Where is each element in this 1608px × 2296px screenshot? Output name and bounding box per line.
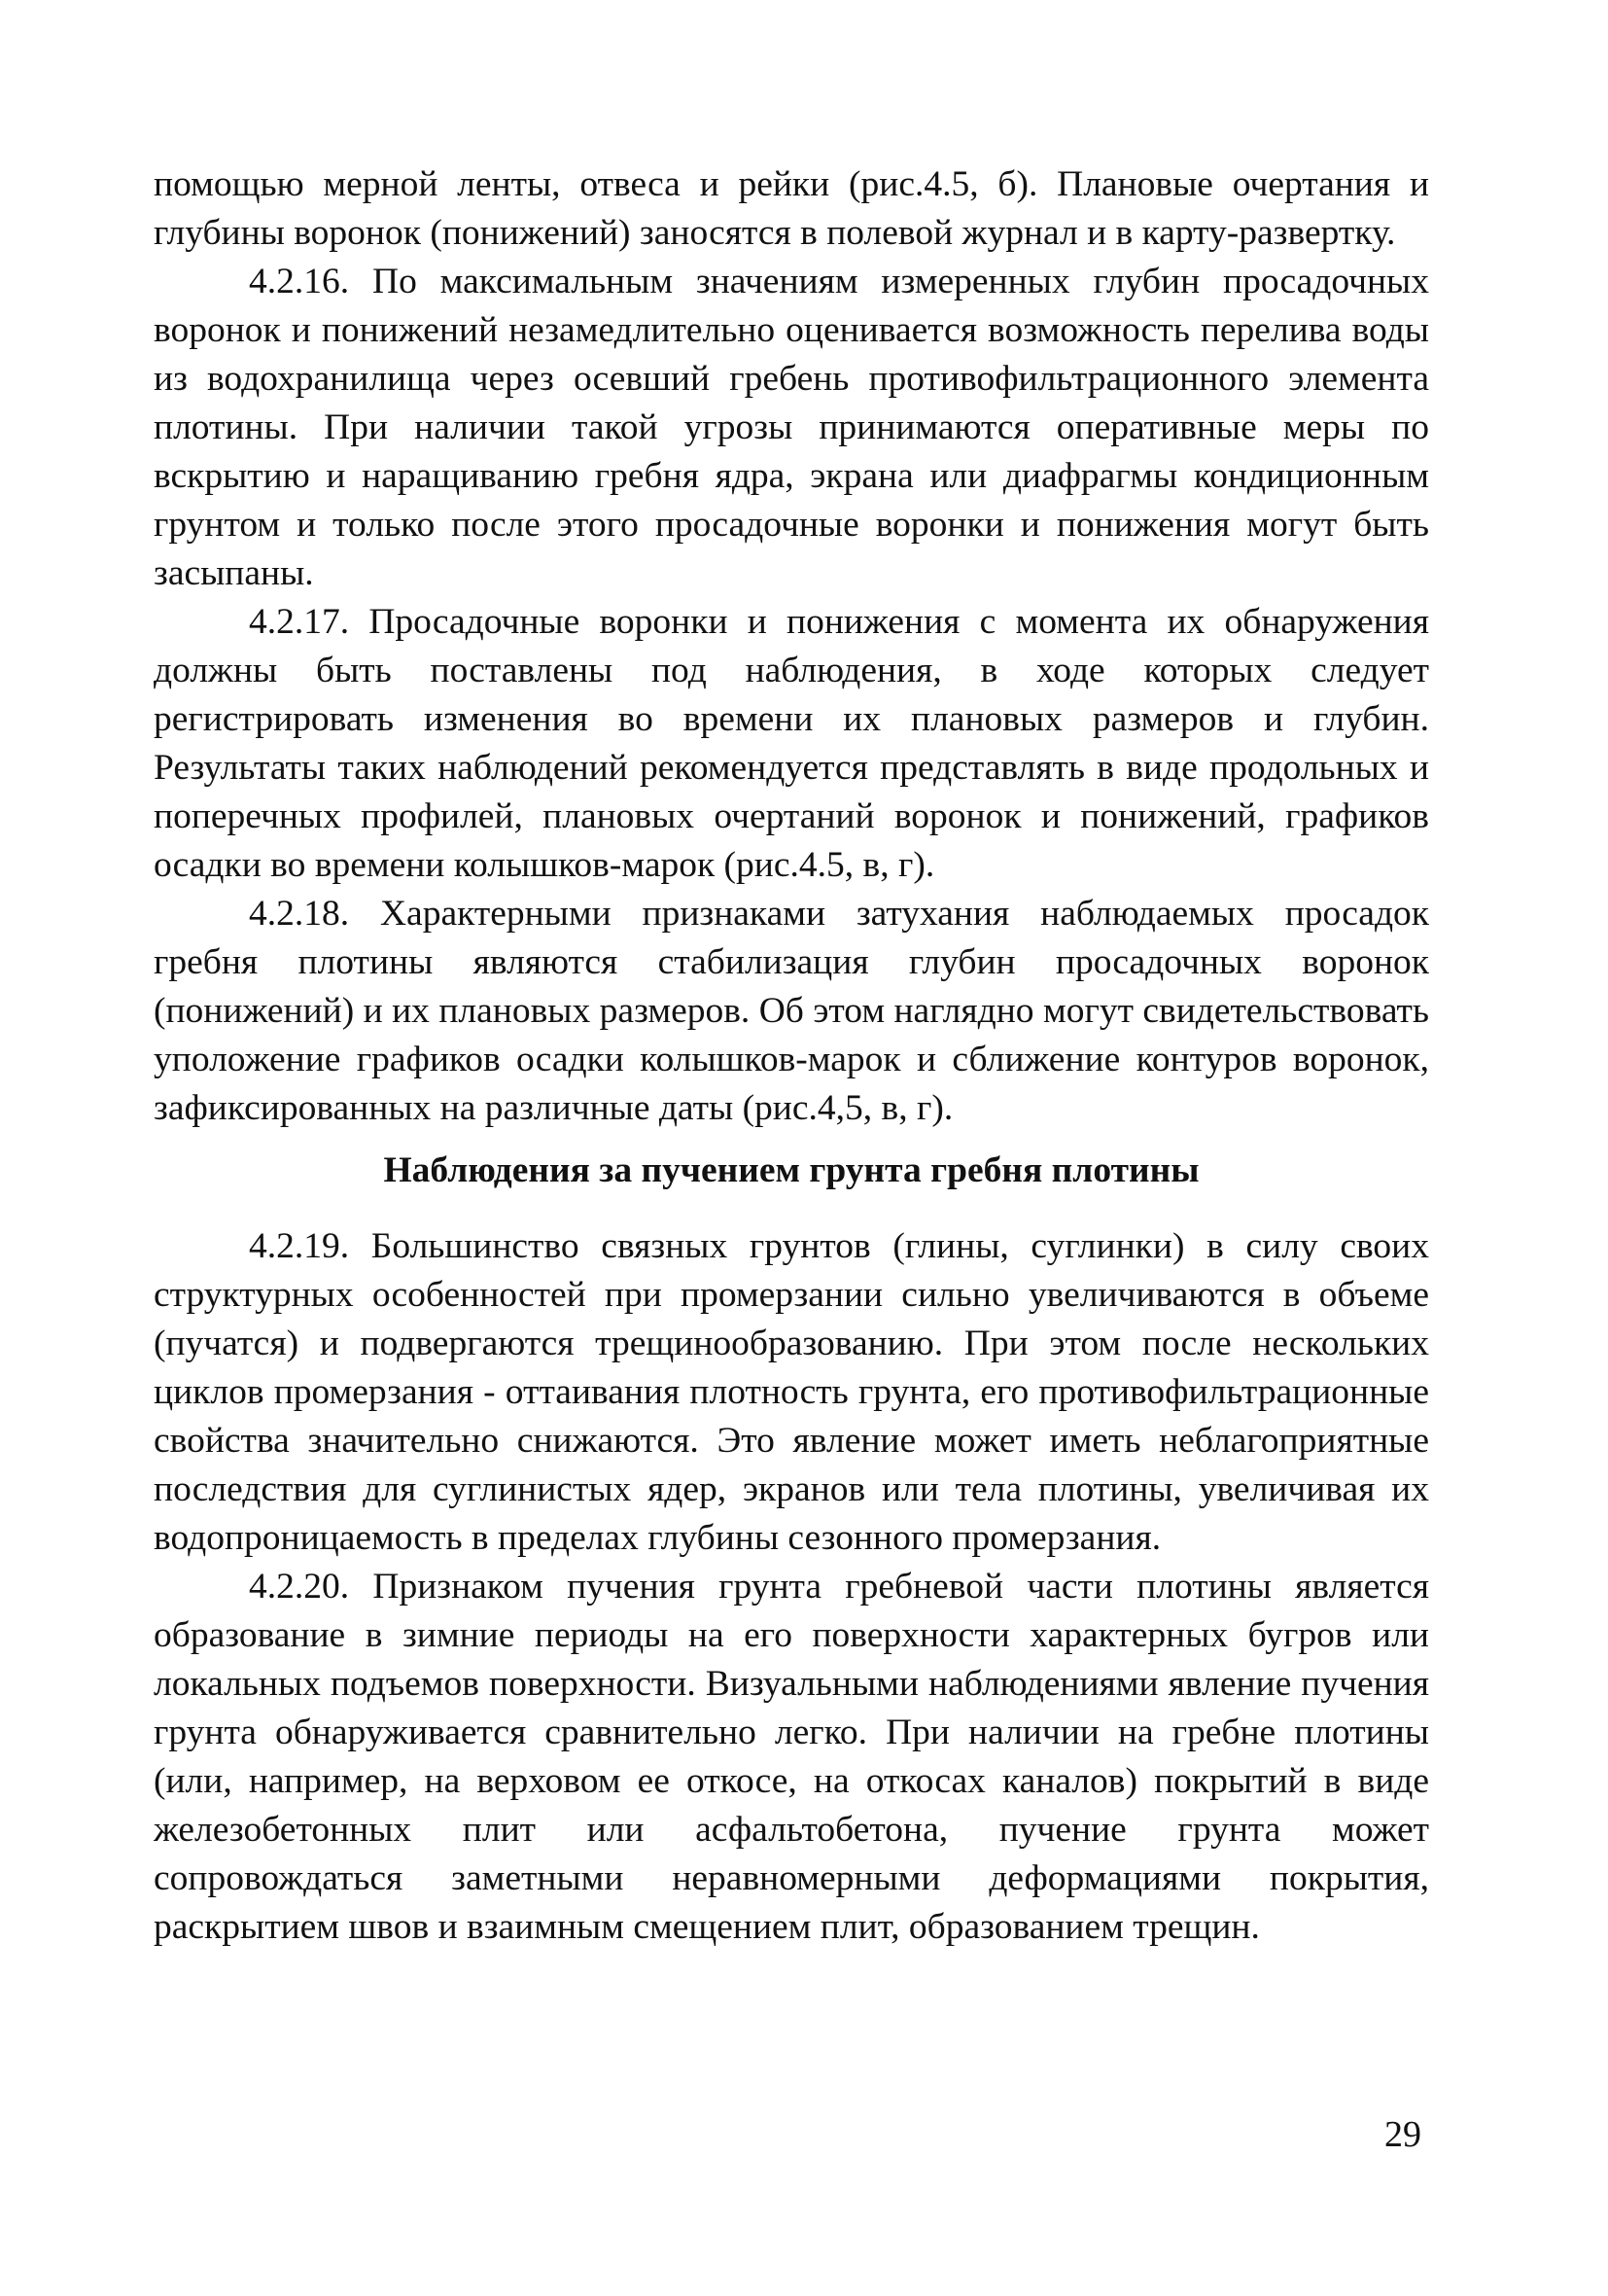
paragraph-4-2-20: 4.2.20. Признаком пучения грунта гребневой части плотины является образование в зимние периоды на его поверхности характерных бугров или локальных подъемов поверхности. Визуальными наблюдениями явление пучения грунта обнаруживается сравнительно легко. При наличии на гребне плотины (или, например, на верховом ее откосе, на откосах каналов) покрытий в виде железобетонных плит или асфальтобетона, пучение грунта может сопровождаться заметными неравномерными деформациями покрытия, раскрытием швов и взаимным смещением плит, образованием трещин.: [154, 1567, 1429, 1947]
paragraph-4-2-16: 4.2.16. По максимальным значениям измеренных глубин просадочных воронок и понижений незамедлительно оценивается возможность перелива воды из водохранилища через осевший гребень противофильтрационного элемента плотины. При наличии такой угрозы принимаются оперативные меры по вскрытию и наращиванию гребня ядра, экрана или диафрагмы кондиционным грунтом и только после этого просадочные воронки и понижения могут быть засыпаны.: [154, 262, 1429, 593]
page-number: 29: [1384, 2114, 1421, 2155]
document-page: [154, 160, 1429, 1952]
section-heading: Наблюдения за пучением грунта гребня плотины: [383, 1150, 1200, 1190]
paragraph-continuation: помощью мерной ленты, отвеса и рейки (рис.4.5, б). Плановые очертания и глубины воронок (понижений) заносятся в полевой журнал и в карту-развертку.: [154, 164, 1429, 253]
paragraph-4-2-18: 4.2.18. Характерными признаками затухания наблюдаемых просадок гребня плотины являются стабилизация глубин просадочных воронок (понижений) и их плановых размеров. Об этом наглядно могут свидетельствовать уположение графиков осадки колышков-марок и сближение контуров воронок, зафиксированных на различные даты (рис.4,5, в, г).: [154, 894, 1429, 1128]
paragraph-4-2-17: 4.2.17. Просадочные воронки и понижения с момента их обнаружения должны быть поставлены под наблюдения, в ходе которых следует регистрировать изменения во времени их плановых размеров и глубин. Результаты таких наблюдений рекомендуется представлять в виде продольных и поперечных профилей, плановых очертаний воронок и понижений, графиков осадки во времени колышков-марок (рис.4.5, в, г).: [154, 602, 1429, 885]
paragraph-4-2-19: 4.2.19. Большинство связных грунтов (глины, суглинки) в силу своих структурных особенностей при промерзании сильно увеличиваются в объеме (пучатся) и подвергаются трещинообразованию. При этом после нескольких циклов промерзания - оттаивания плотность грунта, его противофильтрационные свойства значительно снижаются. Это явление может иметь неблагоприятные последствия для суглинистых ядер, экранов или тела плотины, увеличивая их водопроницаемость в пределах глубины сезонного промерзания.: [154, 1226, 1429, 1558]
